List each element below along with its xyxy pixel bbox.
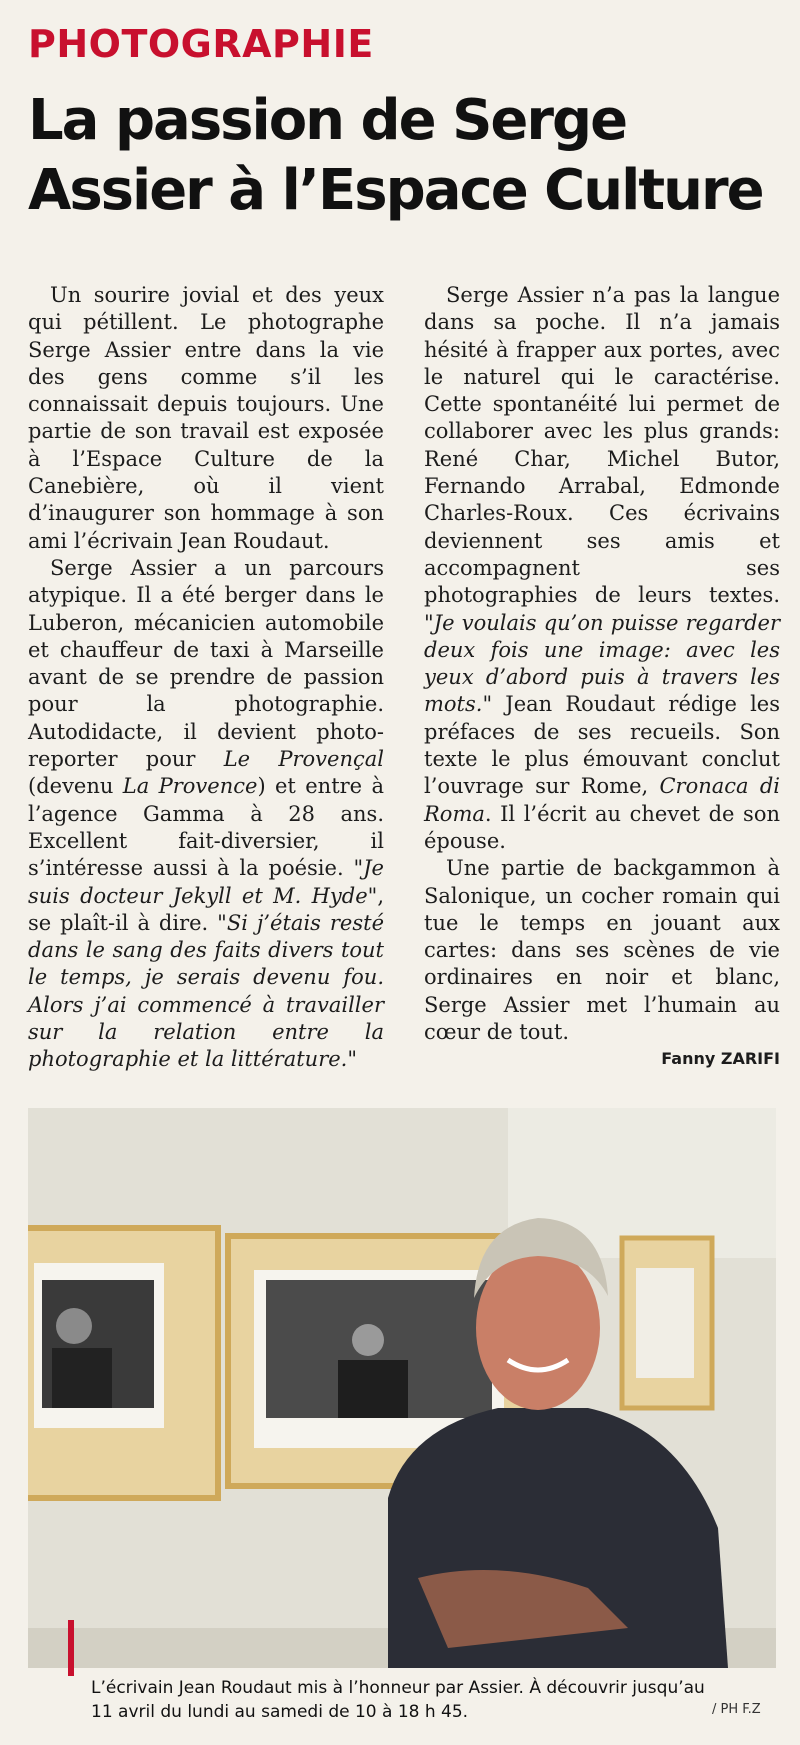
paragraph-1: Un sourire jovial et des yeux qui pétillent. Le photographe Serge Assier entre dans la vie des gens comme s’il les connaissait depuis toujours. Une partie de son travail est exposée à l’Espace Culture de la Canebière, où il vient d’inaugurer son hommage à son ami l’écrivain Jean Roudaut. xyxy=(28,283,384,553)
photo-credit: / PH F.Z xyxy=(712,1702,761,1717)
newspaper-name: La Provence xyxy=(122,774,258,799)
article-photo xyxy=(28,1108,776,1668)
quote: Je voulais qu’on puisse regarder deux fois une image: avec les yeux d’abord puis à travers les mots. xyxy=(424,610,780,717)
article-headline: La passion de Serge Assier à l’Espace Culture xyxy=(28,88,763,223)
paragraph-4: Une partie de backgammon à Salonique, un cocher romain qui tue le temps en jouant aux cartes: dans ses scènes de vie ordinaires en noir et blanc, Serge Assier met l’humain au cœur de tout. xyxy=(424,856,780,1045)
column-right xyxy=(424,282,780,1082)
photo-illustration xyxy=(28,1108,776,1668)
caption-text: L’écrivain Jean Roudaut mis à l’honneur par Assier. À découvrir jusqu’au 11 avril du lundi au samedi de 10 à 18 h 45. xyxy=(91,1678,705,1722)
column-left xyxy=(28,282,384,1082)
book-title: Cronaca di Roma xyxy=(424,774,780,826)
caption-accent-bar xyxy=(68,1620,74,1676)
article-body xyxy=(28,282,780,1082)
quote: Si j’étais resté dans le sang des faits divers tout le temps, je serais devenu fou. Alors j’ai commencé à travailler sur la relation entre la photographie et la littérature. xyxy=(28,910,384,1072)
newspaper-name: Le Provençal xyxy=(223,747,384,772)
paragraph-3: Serge Assier n’a pas la langue dans sa poche. Il n’a jamais hésité à frapper aux portes, avec le naturel qui le caractérise. Cette spontanéité lui permet de collaborer avec les plus grands: René Char, Michel Butor, Fernando Arrabal, Edmonde Charles-Roux. Ces écrivains deviennent ses amis et accompagnent ses photographies de leurs textes. "Je voulais qu’on puisse regarder deux fois une image: avec les yeux d’abord puis à travers les mots." Jean Roudaut rédige les préfaces de ses recueils. Son texte le plus émouvant conclut l’ouvrage sur Rome, Cronaca di Roma. Il l’écrit au chevet de son épouse. xyxy=(424,283,780,853)
paragraph-2: Serge Assier a un parcours atypique. Il a été berger dans le Luberon, mécanicien automobile et chauffeur de taxi à Marseille avant de se prendre de passion pour la photographie. Autodidacte, il devient photo-reporter pour Le Provençal (devenu La Provence) et entre à l’agence Gamma à 28 ans. Excellent fait-diversier, il s’intéresse aussi à la poésie. "Je suis docteur Jekyll et M. Hyde", se plaît-il à dire. "Si j’étais resté dans le sang des faits divers tout le temps, je serais devenu fou. Alors j’ai commencé à travailler sur la relation entre la photographie et la littérature." xyxy=(28,555,384,1072)
quote: Je suis docteur Jekyll et M. Hyde xyxy=(28,856,384,908)
section-kicker: PHOTOGRAPHIE xyxy=(28,22,374,66)
byline: Fanny ZARIFI xyxy=(661,1049,780,1069)
